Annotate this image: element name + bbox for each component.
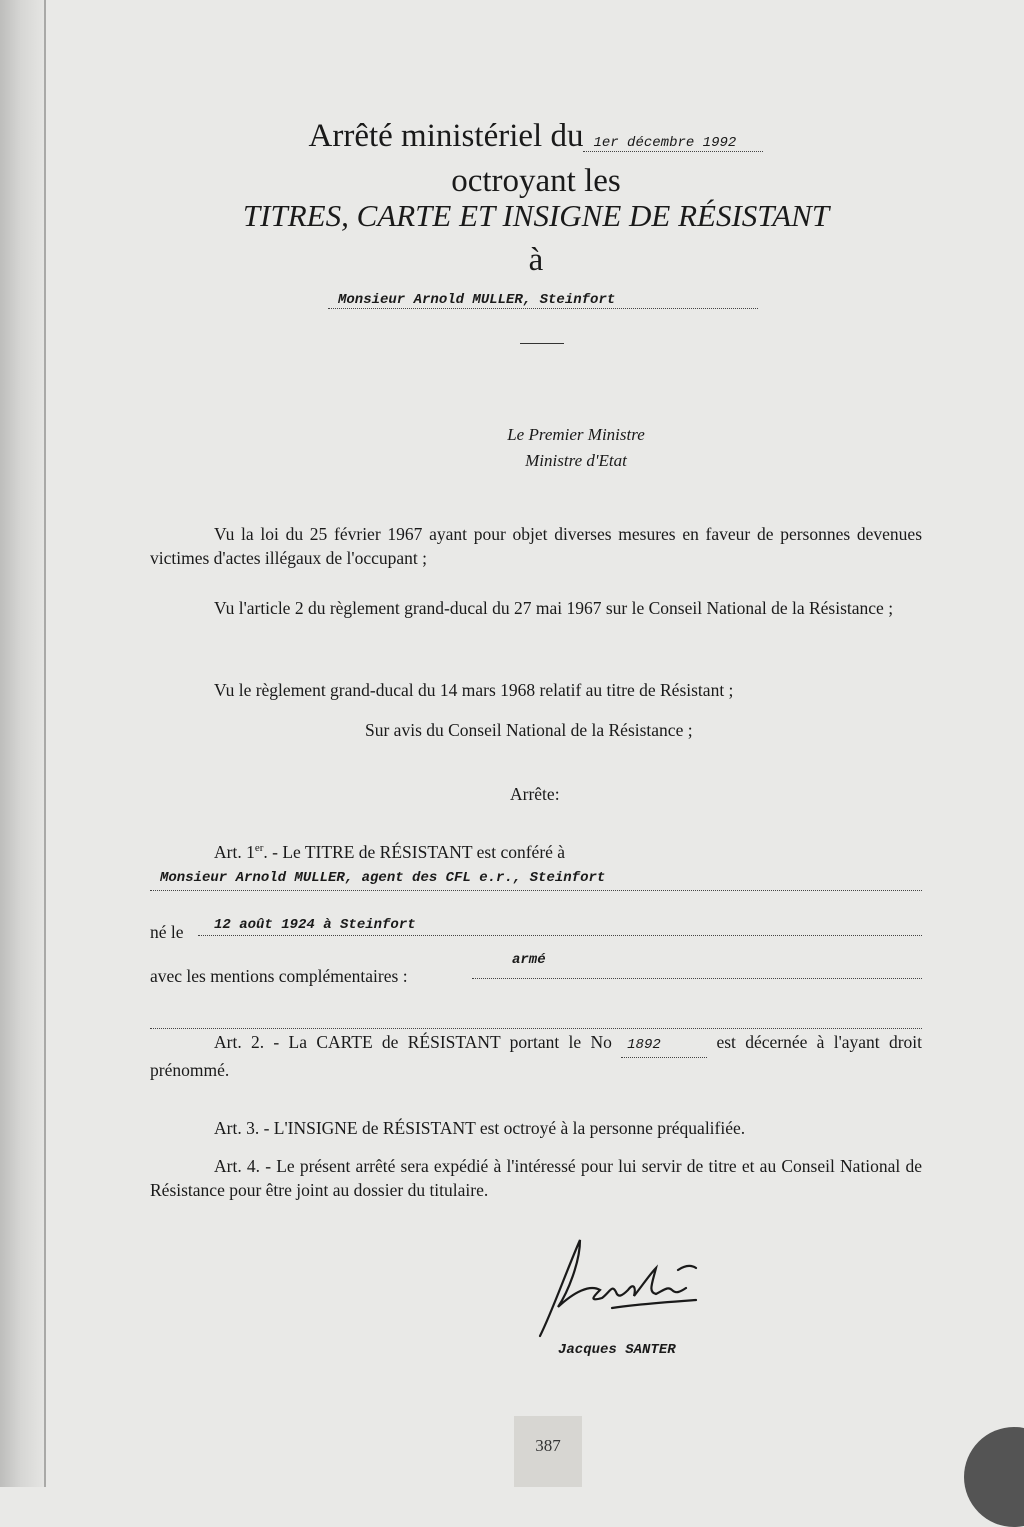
- consideration-regulation-1967: Vu l'article 2 du règlement grand-ducal du 27 mai 1967 sur le Conseil National de la Résistance ;: [214, 598, 894, 618]
- decree-date-field: [583, 135, 763, 152]
- page-edge: [44, 0, 46, 1487]
- decree-title-line3: TITRES, CARTE ET INSIGNE DE RÉSISTANT: [242, 198, 830, 233]
- page-number: 387: [535, 1436, 561, 1455]
- scan-corner-shadow: [964, 1427, 1024, 1527]
- handwritten-signature-icon: [518, 1232, 738, 1342]
- decree-date-value: 1er décembre 1992: [593, 135, 737, 151]
- birth-field: [198, 905, 922, 936]
- separator-rule: [520, 343, 564, 344]
- book-gutter: [0, 0, 46, 1487]
- article-2: Art. 2. - La CARTE de RÉSISTANT portant le No 1892 est décernée à l'ayant droit prénommé.: [150, 1032, 923, 1080]
- article-4: Art. 4. - Le présent arrêté sera expédié à l'intéressé pour lui servir de titre et au Conseil National de Résistance pour être joint au dossier du titulaire.: [150, 1156, 922, 1200]
- decree-title-line1: [150, 118, 922, 155]
- decree-title-line4: à: [528, 242, 544, 278]
- signatory-subtitle: Ministre d'Etat: [525, 451, 627, 470]
- decides-label: Arrête:: [510, 784, 560, 804]
- consideration-law-1967: Vu la loi du 25 février 1967 ayant pour objet diverses mesures en faveur de personnes devenues victimes d'actes illégaux de l'occupant ;: [150, 524, 922, 568]
- recipient-field: [328, 290, 758, 309]
- mentions-label: avec les mentions complémentaires :: [150, 966, 408, 986]
- article-1-name-value: Monsieur Arnold MULLER, agent des CFL e.r., Steinfort: [160, 870, 606, 886]
- card-number-field: [621, 1030, 707, 1058]
- decree-title-line2: octroyant les: [451, 163, 621, 199]
- article-3: Art. 3. - L'INSIGNE de RÉSISTANT est octroyé à la personne préqualifiée.: [214, 1118, 746, 1138]
- decree-title-prefix: Arrêté ministériel du: [308, 118, 584, 154]
- article-1-name-field: [150, 866, 922, 891]
- consideration-council-opinion: Sur avis du Conseil National de la Résistance ;: [365, 720, 693, 740]
- recipient-value: Monsieur Arnold MULLER, Steinfort: [338, 292, 616, 308]
- signatory-title: Le Premier Ministre: [507, 425, 645, 444]
- birth-label: né le: [150, 922, 184, 942]
- consideration-regulation-1968: Vu le règlement grand-ducal du 14 mars 1968 relatif au titre de Résistant ;: [214, 680, 734, 700]
- decree-page: [150, 0, 922, 1487]
- article-1: Art. 1er. - Le TITRE de RÉSISTANT est conféré à: [214, 841, 566, 862]
- mentions-field: [472, 948, 922, 979]
- mentions-value: armé: [512, 952, 546, 968]
- birth-value: 12 août 1924 à Steinfort: [214, 917, 416, 933]
- mentions-extra-line: [150, 1004, 922, 1029]
- signer-name: Jacques SANTER: [558, 1342, 676, 1358]
- card-number-value: 1892: [627, 1037, 661, 1053]
